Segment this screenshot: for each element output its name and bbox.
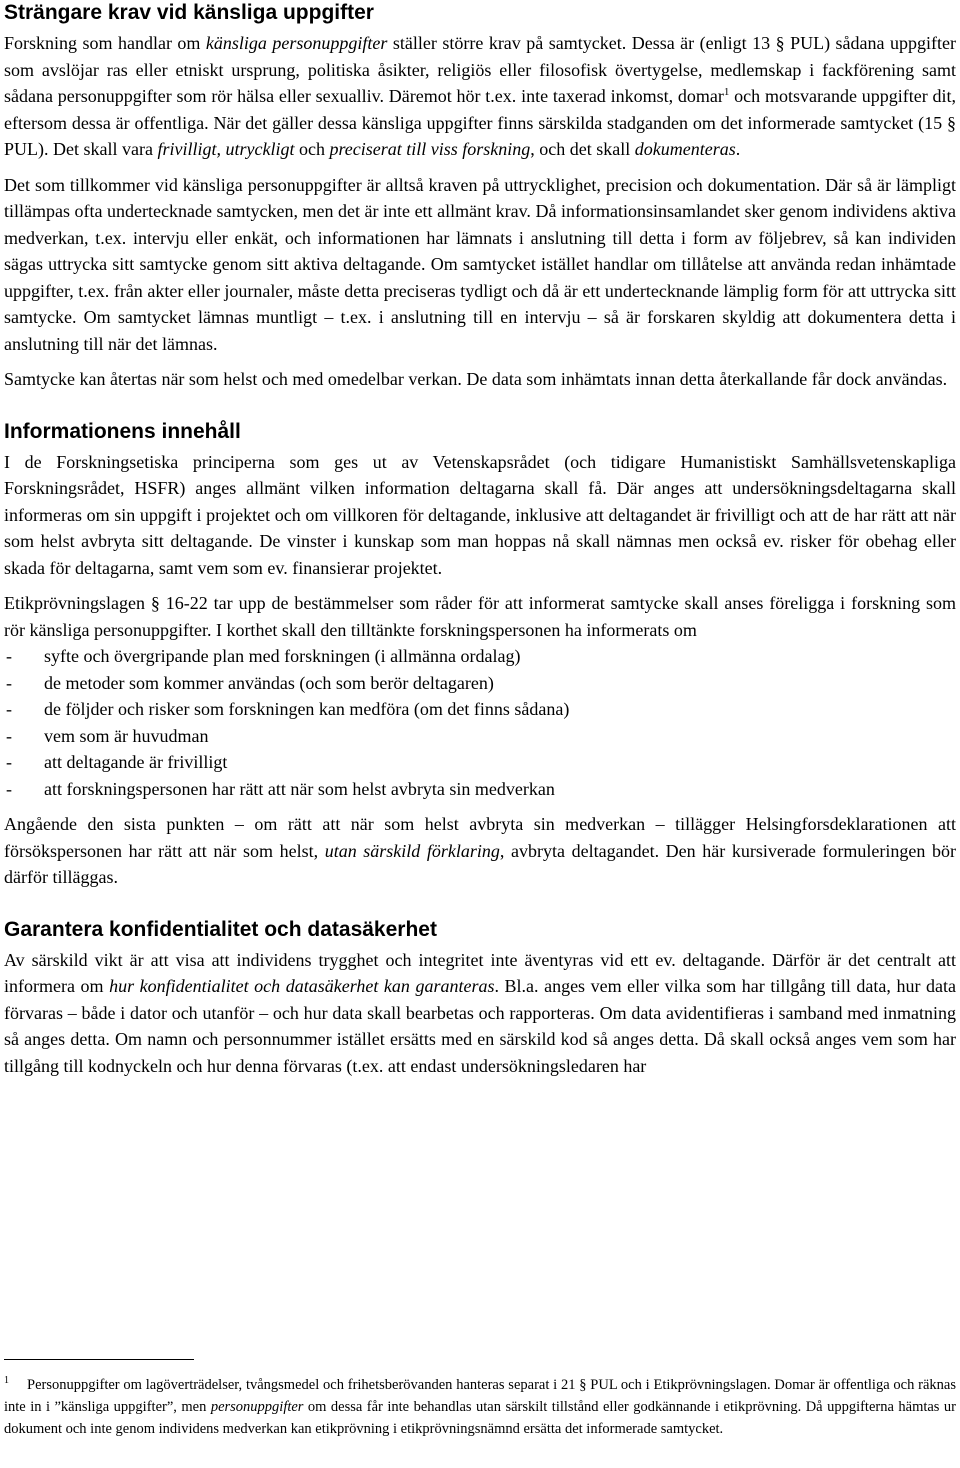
text-run: och bbox=[294, 139, 330, 159]
list-dash: - bbox=[6, 725, 12, 746]
footnote-ref: 1 bbox=[723, 86, 730, 98]
list-dash: - bbox=[6, 646, 12, 666]
section-heading: Informationens innehåll bbox=[4, 419, 241, 443]
text-run: , och det skall bbox=[530, 139, 635, 159]
text-run: Av särskild vikt är att visa att individens trygghet och integritet inte äventyras vid ett ev. deltagande. Därför är det centralt att informera om bbox=[4, 949, 956, 996]
list-item bbox=[4, 643, 956, 670]
list-item-text: syfte och övergripande plan med forskningen (i allmänna ordalag) bbox=[44, 646, 521, 666]
footnote bbox=[4, 1374, 956, 1440]
section-heading: Strängare krav vid känsliga uppgifter bbox=[4, 1, 374, 24]
text-run: känsliga personuppgifter bbox=[205, 33, 388, 53]
list-dash: - bbox=[6, 699, 12, 719]
section-heading: Garantera konfidentialitet och datasäkerhet bbox=[4, 917, 437, 941]
list-item bbox=[4, 696, 956, 723]
list-item-text: att deltagande är frivilligt bbox=[44, 752, 228, 772]
text-run: preciserat till viss forskning bbox=[329, 139, 531, 159]
paragraph bbox=[4, 811, 956, 891]
footnote-mark: 1 bbox=[4, 1375, 9, 1387]
text-run: Angående den sista punkten – om rätt att när som helst avbryta sin medverkan – tillägger Helsingforsdeklarationen att försökspersonen har rätt att när som helst, bbox=[4, 814, 956, 861]
text-run: I de Forskningsetiska principerna som ges ut av Vetenskapsrådet (och tidigare Humanistiskt Samhällsvetenskapliga Forskningsrådet, HSFR) anges allmänt vilken information deltagarna skall få. Där anges att undersökningsdeltagarna skall informeras om sin uppgift i projektet och om villkoren för deltagande, inklusive att deltagandet är frivilligt och att de har rätt att när som helst avbryta sitt deltagande. De vinster i kunskap som man hoppas nå skall nämnas men också ev. risker för obehag eller skada för deltagarna, samt vem som ev. finansierar projektet. bbox=[4, 451, 956, 578]
paragraph bbox=[4, 366, 956, 393]
paragraph bbox=[4, 590, 956, 643]
list-item-text: att forskningspersonen har rätt att när som helst avbryta sin medverkan bbox=[44, 778, 555, 799]
list-item bbox=[4, 776, 956, 803]
list-dash: - bbox=[6, 752, 12, 772]
text-run: Personuppgifter om lagöverträdelser, tvångsmedel och frihetsberövanden hanteras separat i 21 § PUL och i Etikprövningslagen. Domar är offentliga och räknas inte in i ”känsliga uppgifter”, men bbox=[4, 1377, 956, 1415]
text-run: Forskning som handlar om bbox=[4, 33, 206, 53]
paragraph bbox=[4, 449, 956, 582]
text-run: . bbox=[735, 139, 741, 159]
text-run: , avbryta deltagandet. Den här kursiverade formuleringen bör därför tilläggas. bbox=[4, 840, 957, 887]
text-run: Etikprövningslagen § 16-22 tar upp de bestämmelser som råder för att informerat samtycke skall anses föreligga i forskning som rör känsliga personuppgifter. I korthet skall den tilltänkte forskningspersonen ha informerats om bbox=[4, 593, 956, 640]
list-item bbox=[4, 749, 956, 776]
paragraph bbox=[4, 30, 956, 163]
text-run: personuppgifter bbox=[210, 1399, 304, 1415]
text-run: dokumenteras bbox=[634, 139, 736, 159]
text-run: . Bl.a. anges vem eller vilka som har tillgång till data, hur data förvaras – både i dator och utanför – och hur data skall bearbetas och rapporteras. Om data avidentifieras i samband med inmatning så anges detta. Om namn och personnummer istället ersätts med en särskild kod så anges detta. Då skall också anges vem som har tillgång till kodnyckeln och hur denna förvaras (t.ex. att endast undersökningsledaren har bbox=[4, 976, 956, 1076]
list-item bbox=[4, 723, 956, 750]
list-item bbox=[4, 670, 956, 697]
text-run: utan särskild förklaring bbox=[324, 840, 500, 861]
paragraph bbox=[4, 947, 956, 1080]
footnote-divider bbox=[4, 1359, 194, 1360]
paragraph bbox=[4, 172, 956, 358]
text-run: om dessa får inte behandlas utan särskilt tillstånd eller godkännande i etikprövning. Då uppgifterna hämtas ur dokument och inte genom individens medverkan kan etikprövning i etikprövningsnämnd ersätta det informerade samtycket. bbox=[4, 1399, 956, 1437]
document-page bbox=[4, 0, 956, 1079]
text-run: ställer större krav på samtycket. Dessa är (enligt 13 § PUL) sådana uppgifter som avslöjar ras eller etniskt ursprung, politiska åsikter, religiös eller filosofisk övertygelse, medlemskap i fackförening samt sådana personuppgifter som rör hälsa eller sexualliv. Däremot hör t.ex. inte taxerad inkomst, domar bbox=[4, 33, 956, 106]
bullet-list bbox=[4, 643, 956, 802]
footnote-text bbox=[4, 1374, 956, 1440]
list-dash: - bbox=[6, 672, 12, 693]
text-run: och motsvarande uppgifter dit, eftersom dessa är offentliga. När det gäller dessa känsliga uppgifter finns särskilda stadganden om det informerade samtycket (15 § PUL). Det skall vara bbox=[4, 86, 956, 159]
text-run: Samtycke kan återtas när som helst och med omedelbar verkan. De data som inhämtats innan detta återkallande får dock användas. bbox=[4, 369, 948, 389]
list-item-text: vem som är huvudman bbox=[44, 725, 209, 746]
list-dash: - bbox=[6, 778, 12, 799]
list-item-text: de följder och risker som forskningen kan medföra (om det finns sådana) bbox=[44, 699, 570, 719]
text-run: Det som tillkommer vid känsliga personuppgifter är alltså kraven på uttrycklighet, precision och dokumentation. Där så är lämpligt tillämpas ofta undertecknade samtycken, men det är inte ett allmänt krav. Då informationsinsamlandet sker genom individens aktiva medverkan, t.ex. intervju eller enkät, och informationen har lämnats i anslutning till detta i form av följebrev, så kan individen sägas uttrycka sitt samtycke genom sitt aktiva deltagande. Om samtycket istället handlar om tillåtelse att använda redan inhämtade uppgifter, t.ex. från akter eller journaler, måste detta preciseras tydligt och då är ett undertecknande lämplig form för att uttrycka sitt samtycke. Om samtycket lämnas muntligt – t.ex. i anslutning till en intervju – så är forskaren skyldig att dokumentera detta i anslutning till när det lämnas. bbox=[4, 174, 956, 354]
text-run: frivilligt, utryckligt bbox=[157, 139, 295, 159]
text-run: hur konfidentialitet och datasäkerhet kan garanteras bbox=[109, 976, 495, 996]
list-item-text: de metoder som kommer användas (och som berör deltagaren) bbox=[44, 672, 494, 693]
footnote-body bbox=[4, 1377, 956, 1437]
